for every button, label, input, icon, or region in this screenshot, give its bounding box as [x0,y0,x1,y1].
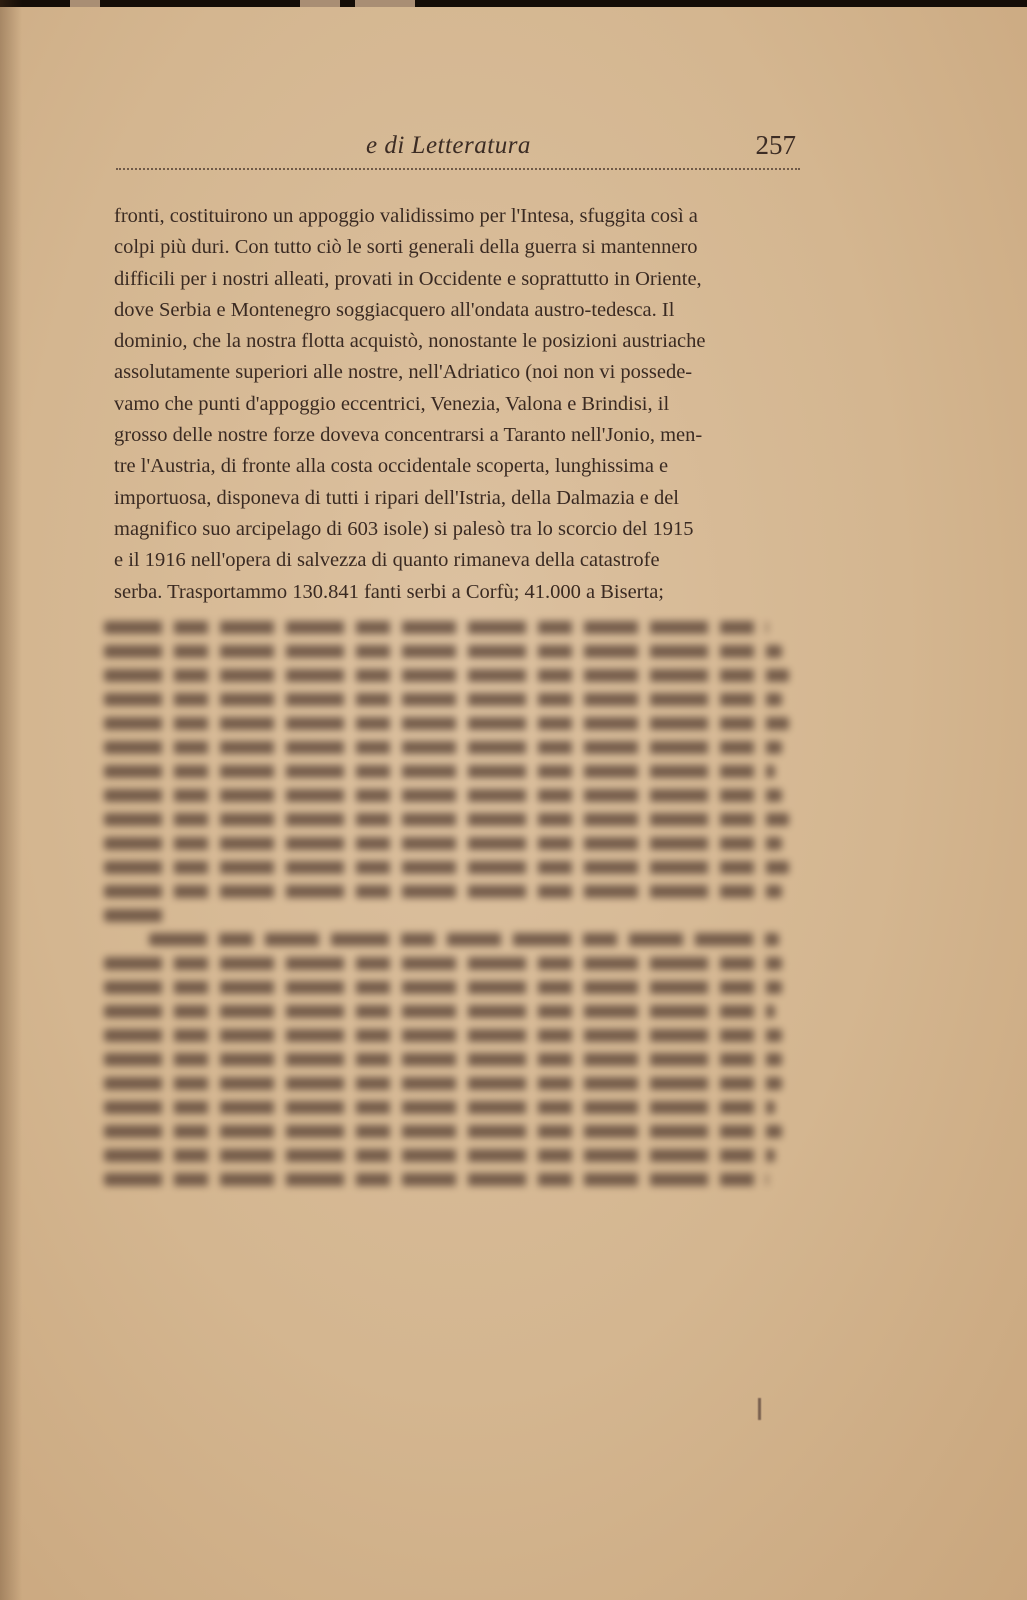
blurred-line [104,909,173,922]
blurred-line [104,645,782,658]
page-number: 257 [755,130,796,160]
blurred-line [104,813,789,826]
text-line: importuosa, disponeva di tutti i ripari dell'Istria, della Dalmazia e del [114,486,680,509]
blurred-line [149,933,779,946]
text-line: assolutamente superiori alle nostre, nell'Adriatico (noi non vi possede- [114,361,693,384]
blurred-line [104,885,782,898]
text-line: difficili per i nostri alleati, provati in Occidente e soprattutto in Oriente, [114,267,702,290]
blurred-line [104,1101,775,1114]
text-line: grosso delle nostre forze doveva concentrarsi a Taranto nell'Jonio, men- [114,424,703,447]
scan-tab [70,0,100,7]
text-line: tre l'Austria, di fronte alla costa occidentale scoperta, lunghissima e [114,455,669,478]
blurred-line [104,1149,775,1162]
scan-top-edge [0,0,1027,7]
scan-tab [355,0,415,7]
blurred-line [104,717,789,730]
running-head: e di Letteratura [366,132,531,159]
text-line: fronti, costituirono un appoggio validissimo per l'Intesa, sfuggita così a [114,205,698,227]
page-header [116,128,800,170]
text-line: e il 1916 nell'opera di salvezza di quanto rimaneva della catastrofe [114,549,660,572]
text-line: vamo che punti d'appoggio eccentrici, Venezia, Valona e Brindisi, il [114,392,670,415]
blurred-line [104,837,782,850]
blurred-line [104,1125,782,1138]
blurred-line [104,693,782,706]
blurred-line [104,669,789,682]
scan-tab [300,0,340,7]
page-gutter-shadow [0,0,22,1600]
blurred-line [104,1173,768,1186]
blurred-line [104,1029,782,1042]
text-line: colpi più duri. Con tutto ciò le sorti generali della guerra si mantennero [114,236,698,259]
text-line: serba. Trasportammo 130.841 fanti serbi a Corfù; 41.000 a Biserta; [114,580,664,603]
blurred-line [104,1053,782,1066]
blurred-line [104,765,775,778]
text-line: magnifico suo arcipelago di 603 isole) si palesò tra lo scorcio del 1915 [114,517,694,540]
blurred-line [104,1077,782,1090]
text-line: dominio, che la nostra flotta acquistò, nonostante le posizioni austriache [114,330,706,353]
blurred-line [104,789,782,802]
blurred-line [104,861,789,874]
page-mark [758,1398,761,1420]
blurred-line [104,981,782,994]
body-text [114,201,796,608]
blurred-line [104,741,782,754]
blurred-line [104,621,768,634]
text-line: dove Serbia e Montenegro soggiacquero all'ondata austro-tedesca. Il [114,298,675,321]
blurred-line [104,957,782,970]
blurred-text-region [104,610,796,1390]
blurred-line [104,1005,775,1018]
